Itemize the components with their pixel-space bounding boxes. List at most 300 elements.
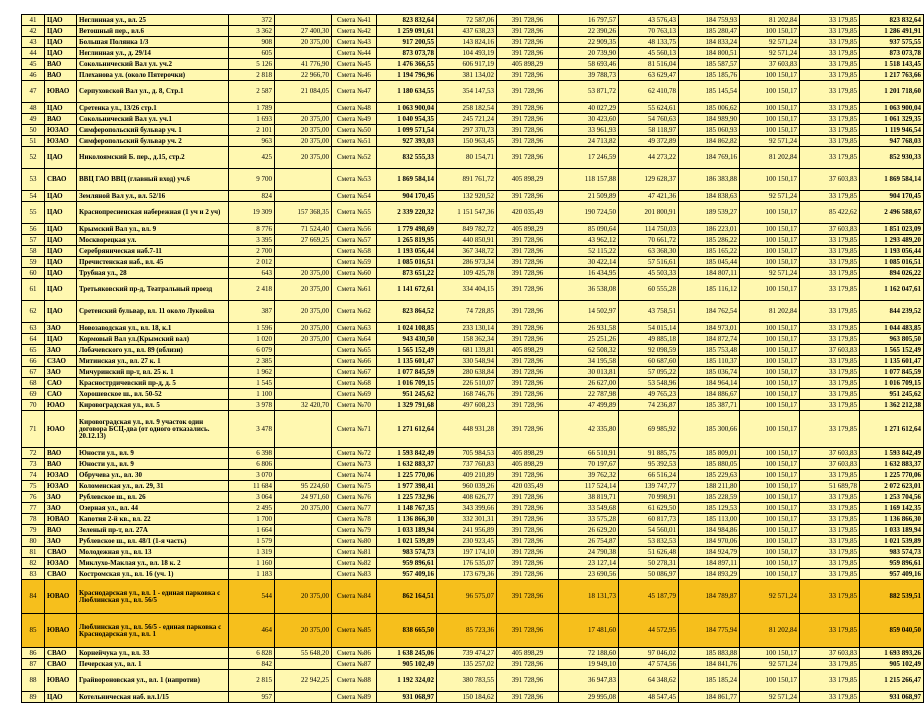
estimate-total-cell: 2 339 220,32 xyxy=(377,202,437,224)
extra-sum-cell xyxy=(275,246,332,257)
cost-b-cell: 391 728,96 xyxy=(497,334,559,345)
cost-a-cell: 334 404,15 xyxy=(437,279,497,301)
area-cell: 2 385 xyxy=(229,356,275,367)
cost-b-cell: 391 728,96 xyxy=(497,114,559,125)
grand-total-cell: 1 593 842,49 xyxy=(860,448,924,459)
grand-total-cell: 1 225 770,06 xyxy=(860,470,924,481)
cost-d-cell: 70 763,13 xyxy=(619,26,679,37)
table-row xyxy=(22,692,924,703)
estimate-total-cell: 1 225 732,96 xyxy=(377,492,437,503)
cost-c-cell: 18 131,73 xyxy=(559,580,619,614)
row-number-cell: 47 xyxy=(22,81,45,103)
cost-b-cell: 391 728,96 xyxy=(497,279,559,301)
cost-d-cell: 58 118,97 xyxy=(619,125,679,136)
table-row xyxy=(22,235,924,246)
cost-b-cell: 391 728,96 xyxy=(497,37,559,48)
cost-c-cell: 26 754,87 xyxy=(559,536,619,547)
cost-g-cell: 37 603,83 xyxy=(800,224,860,235)
cost-d-cell: 70 661,72 xyxy=(619,235,679,246)
row-number-cell: 64 xyxy=(22,334,45,345)
area-cell: 372 xyxy=(229,15,275,26)
cost-g-cell: 33 179,85 xyxy=(800,569,860,580)
address-cell: Трубная ул., 28 xyxy=(77,268,229,279)
estimate-total-cell: 1 977 398,41 xyxy=(377,481,437,492)
row-number-cell: 59 xyxy=(22,257,45,268)
cost-f-cell: 81 202,84 xyxy=(740,147,800,169)
address-cell: Митинская ул., вл. 27 к. 1 xyxy=(77,356,229,367)
extra-sum-cell: 157 368,35 xyxy=(275,202,332,224)
cost-d-cell: 53 832,53 xyxy=(619,536,679,547)
cost-a-cell: 367 348,72 xyxy=(437,246,497,257)
table-body xyxy=(22,15,924,703)
cost-a-cell: 354 147,53 xyxy=(437,81,497,103)
district-cell: ВАО xyxy=(45,114,77,125)
cost-f-cell: 100 150,17 xyxy=(740,334,800,345)
district-cell: СВАО xyxy=(45,547,77,558)
table-row xyxy=(22,481,924,492)
table-row xyxy=(22,514,924,525)
district-cell: ЦАО xyxy=(45,15,77,26)
cost-e-cell: 186 223,01 xyxy=(679,224,740,235)
cost-d-cell: 51 626,48 xyxy=(619,547,679,558)
cost-a-cell: 681 139,81 xyxy=(437,345,497,356)
estimate-total-cell: 832 555,33 xyxy=(377,147,437,169)
cost-c-cell: 26 627,00 xyxy=(559,378,619,389)
cost-a-cell: 606 917,19 xyxy=(437,59,497,70)
district-cell: СВАО xyxy=(45,169,77,191)
area-cell: 1 962 xyxy=(229,367,275,378)
cost-d-cell: 201 800,91 xyxy=(619,202,679,224)
cost-a-cell: 176 535,07 xyxy=(437,558,497,569)
estimate-ref-cell: Смета №41 xyxy=(332,15,377,26)
cost-a-cell: 408 626,77 xyxy=(437,492,497,503)
estimate-total-cell: 904 170,45 xyxy=(377,191,437,202)
address-cell: Костромская ул., вл. 16 (уч. 1) xyxy=(77,569,229,580)
cost-f-cell: 100 150,17 xyxy=(740,569,800,580)
estimate-ref-cell: Смета №58 xyxy=(332,246,377,257)
cost-b-cell: 391 728,96 xyxy=(497,301,559,323)
cost-a-cell: 891 761,72 xyxy=(437,169,497,191)
cost-g-cell: 33 179,85 xyxy=(800,400,860,411)
grand-total-cell: 1 119 946,54 xyxy=(860,125,924,136)
estimate-ref-cell: Смета №50 xyxy=(332,125,377,136)
cost-g-cell: 37 603,83 xyxy=(800,345,860,356)
address-cell: Плеханова ул. (около Пятерочки) xyxy=(77,70,229,81)
estimate-ref-cell: Смета №59 xyxy=(332,257,377,268)
cost-f-cell: 100 150,17 xyxy=(740,525,800,536)
cost-b-cell: 391 728,96 xyxy=(497,558,559,569)
extra-sum-cell: 22 942,25 xyxy=(275,670,332,692)
address-cell: Печерская ул., вл. 1 xyxy=(77,659,229,670)
estimate-total-cell: 1 033 189,94 xyxy=(377,525,437,536)
grand-total-cell: 1 085 016,51 xyxy=(860,257,924,268)
cost-b-cell: 391 728,96 xyxy=(497,569,559,580)
estimate-ref-cell: Смета №56 xyxy=(332,224,377,235)
estimate-total-cell: 1 632 883,37 xyxy=(377,459,437,470)
cost-a-cell: 705 984,53 xyxy=(437,448,497,459)
table-row xyxy=(22,103,924,114)
cost-b-cell: 391 728,96 xyxy=(497,125,559,136)
cost-b-cell: 405 898,29 xyxy=(497,224,559,235)
cost-e-cell: 186 383,88 xyxy=(679,169,740,191)
extra-sum-cell xyxy=(275,257,332,268)
area-cell: 1 183 xyxy=(229,569,275,580)
estimate-total-cell: 1 265 819,95 xyxy=(377,235,437,246)
grand-total-cell: 2 496 588,67 xyxy=(860,202,924,224)
cost-a-cell: 960 039,26 xyxy=(437,481,497,492)
table-row xyxy=(22,257,924,268)
cost-d-cell: 95 392,53 xyxy=(619,459,679,470)
extra-sum-cell: 20 375,00 xyxy=(275,37,332,48)
cost-g-cell: 33 179,85 xyxy=(800,59,860,70)
row-number-cell: 89 xyxy=(22,692,45,703)
cost-b-cell: 405 898,29 xyxy=(497,169,559,191)
extra-sum-cell: 20 375,00 xyxy=(275,147,332,169)
cost-c-cell: 23 690,56 xyxy=(559,569,619,580)
cost-c-cell: 36 947,83 xyxy=(559,670,619,692)
cost-d-cell: 61 629,50 xyxy=(619,503,679,514)
extra-sum-cell: 20 375,00 xyxy=(275,114,332,125)
district-cell: СВАО xyxy=(45,648,77,659)
cost-f-cell: 100 150,17 xyxy=(740,246,800,257)
estimate-total-cell: 1 180 634,55 xyxy=(377,81,437,103)
grand-total-cell: 1 217 763,66 xyxy=(860,70,924,81)
row-number-cell: 70 xyxy=(22,400,45,411)
estimate-total-cell: 873 651,22 xyxy=(377,268,437,279)
grand-total-cell: 1 063 900,04 xyxy=(860,103,924,114)
estimate-total-cell: 1 193 056,44 xyxy=(377,246,437,257)
cost-c-cell: 22 390,26 xyxy=(559,26,619,37)
cost-g-cell: 33 179,85 xyxy=(800,378,860,389)
grand-total-cell: 931 068,97 xyxy=(860,692,924,703)
estimate-ref-cell: Смета №52 xyxy=(332,147,377,169)
cost-c-cell: 16 434,95 xyxy=(559,268,619,279)
cost-a-cell: 286 973,34 xyxy=(437,257,497,268)
cost-d-cell: 50 086,97 xyxy=(619,569,679,580)
table-row xyxy=(22,26,924,37)
row-number-cell: 71 xyxy=(22,411,45,448)
row-number-cell: 68 xyxy=(22,378,45,389)
row-number-cell: 77 xyxy=(22,503,45,514)
cost-g-cell: 33 179,85 xyxy=(800,235,860,246)
district-cell: ЮЗАО xyxy=(45,558,77,569)
estimate-total-cell: 1 869 584,14 xyxy=(377,169,437,191)
grand-total-cell: 852 930,33 xyxy=(860,147,924,169)
extra-sum-cell xyxy=(275,536,332,547)
district-cell: ЮВАО xyxy=(45,580,77,614)
area-cell: 6 828 xyxy=(229,648,275,659)
grand-total-cell: 859 040,50 xyxy=(860,614,924,648)
cost-b-cell: 391 728,96 xyxy=(497,81,559,103)
cost-a-cell: 381 134,02 xyxy=(437,70,497,81)
area-cell: 2 700 xyxy=(229,246,275,257)
estimate-total-cell: 1 021 539,89 xyxy=(377,536,437,547)
cost-b-cell: 391 728,96 xyxy=(497,246,559,257)
row-number-cell: 79 xyxy=(22,525,45,536)
extra-sum-cell xyxy=(275,169,332,191)
district-cell: ЦАО xyxy=(45,334,77,345)
estimate-ref-cell: Смета №47 xyxy=(332,81,377,103)
extra-sum-cell xyxy=(275,356,332,367)
extra-sum-cell xyxy=(275,459,332,470)
cost-b-cell: 391 728,96 xyxy=(497,614,559,648)
cost-g-cell: 33 179,85 xyxy=(800,670,860,692)
district-cell: ЦАО xyxy=(45,301,77,323)
cost-g-cell: 33 179,85 xyxy=(800,514,860,525)
table-row xyxy=(22,147,924,169)
estimate-total-cell: 1 099 571,54 xyxy=(377,125,437,136)
table-row xyxy=(22,378,924,389)
row-number-cell: 42 xyxy=(22,26,45,37)
row-number-cell: 53 xyxy=(22,169,45,191)
address-cell: Сокольнический Вал ул. уч.2 xyxy=(77,59,229,70)
cost-f-cell: 100 150,17 xyxy=(740,558,800,569)
extra-sum-cell: 95 224,60 xyxy=(275,481,332,492)
cost-g-cell: 33 179,85 xyxy=(800,470,860,481)
grand-total-cell: 1 286 491,91 xyxy=(860,26,924,37)
estimate-ref-cell: Смета №63 xyxy=(332,323,377,334)
estimate-total-cell: 951 245,62 xyxy=(377,389,437,400)
row-number-cell: 50 xyxy=(22,125,45,136)
row-number-cell: 66 xyxy=(22,356,45,367)
cost-b-cell: 391 728,96 xyxy=(497,547,559,558)
grand-total-cell: 904 170,45 xyxy=(860,191,924,202)
grand-total-cell: 1 693 893,26 xyxy=(860,648,924,659)
extra-sum-cell xyxy=(275,411,332,448)
estimate-ref-cell: Смета №82 xyxy=(332,558,377,569)
cost-d-cell: 54 015,14 xyxy=(619,323,679,334)
district-cell: ЮЗАО xyxy=(45,136,77,147)
cost-c-cell: 33 961,93 xyxy=(559,125,619,136)
estimate-ref-cell: Смета №60 xyxy=(332,268,377,279)
cost-c-cell: 34 195,58 xyxy=(559,356,619,367)
estimate-ref-cell: Смета №86 xyxy=(332,648,377,659)
district-cell: ЦАО xyxy=(45,48,77,59)
district-cell: ЦАО xyxy=(45,37,77,48)
cost-d-cell: 45 187,79 xyxy=(619,580,679,614)
cost-f-cell: 92 571,24 xyxy=(740,268,800,279)
table-row xyxy=(22,279,924,301)
table-row xyxy=(22,470,924,481)
estimate-total-cell: 927 393,03 xyxy=(377,136,437,147)
cost-a-cell: 168 746,76 xyxy=(437,389,497,400)
district-cell: ЦАО xyxy=(45,257,77,268)
cost-d-cell: 81 516,04 xyxy=(619,59,679,70)
cost-f-cell: 100 150,17 xyxy=(740,470,800,481)
cost-d-cell: 44 572,95 xyxy=(619,614,679,648)
estimate-ref-cell: Смета №71 xyxy=(332,411,377,448)
area-cell: 3 362 xyxy=(229,26,275,37)
estimate-sheet xyxy=(21,14,921,703)
row-number-cell: 56 xyxy=(22,224,45,235)
grand-total-cell: 873 073,78 xyxy=(860,48,924,59)
estimate-ref-cell: Смета №68 xyxy=(332,378,377,389)
cost-b-cell: 391 728,96 xyxy=(497,48,559,59)
extra-sum-cell xyxy=(275,191,332,202)
area-cell: 1 545 xyxy=(229,378,275,389)
table-row xyxy=(22,345,924,356)
row-number-cell: 86 xyxy=(22,648,45,659)
district-cell: ЮВАО xyxy=(45,614,77,648)
row-number-cell: 62 xyxy=(22,301,45,323)
extra-sum-cell: 20 375,00 xyxy=(275,580,332,614)
table-row xyxy=(22,125,924,136)
area-cell: 643 xyxy=(229,268,275,279)
cost-b-cell: 391 728,96 xyxy=(497,670,559,692)
estimate-ref-cell: Смета №61 xyxy=(332,279,377,301)
area-cell: 3 070 xyxy=(229,470,275,481)
grand-total-cell: 1 136 866,30 xyxy=(860,514,924,525)
row-number-cell: 61 xyxy=(22,279,45,301)
extra-sum-cell xyxy=(275,692,332,703)
district-cell: САО xyxy=(45,389,77,400)
estimate-ref-cell: Смета №85 xyxy=(332,614,377,648)
grand-total-cell: 1 021 539,89 xyxy=(860,536,924,547)
row-number-cell: 81 xyxy=(22,547,45,558)
estimate-ref-cell: Смета №44 xyxy=(332,48,377,59)
cost-c-cell: 29 995,08 xyxy=(559,692,619,703)
grand-total-cell: 844 239,52 xyxy=(860,301,924,323)
cost-c-cell: 66 510,91 xyxy=(559,448,619,459)
address-cell: Новозаводская ул., вл. 18, к.1 xyxy=(77,323,229,334)
cost-g-cell: 33 179,85 xyxy=(800,301,860,323)
cost-e-cell: 185 006,62 xyxy=(679,103,740,114)
cost-e-cell: 185 113,00 xyxy=(679,514,740,525)
estimate-ref-cell: Смета №72 xyxy=(332,448,377,459)
cost-b-cell: 391 728,96 xyxy=(497,147,559,169)
cost-g-cell: 33 179,85 xyxy=(800,257,860,268)
row-number-cell: 85 xyxy=(22,614,45,648)
cost-f-cell: 100 150,17 xyxy=(740,224,800,235)
estimate-total-cell: 873 073,78 xyxy=(377,48,437,59)
cost-g-cell: 33 179,85 xyxy=(800,37,860,48)
cost-c-cell: 30 013,81 xyxy=(559,367,619,378)
cost-d-cell: 60 687,60 xyxy=(619,356,679,367)
area-cell: 963 xyxy=(229,136,275,147)
cost-a-cell: 85 723,36 xyxy=(437,614,497,648)
extra-sum-cell xyxy=(275,15,332,26)
cost-f-cell: 100 150,17 xyxy=(740,547,800,558)
cost-f-cell: 100 150,17 xyxy=(740,411,800,448)
area-cell: 3 064 xyxy=(229,492,275,503)
cost-e-cell: 185 129,53 xyxy=(679,503,740,514)
area-cell: 824 xyxy=(229,191,275,202)
cost-e-cell: 184 841,76 xyxy=(679,659,740,670)
cost-f-cell: 100 150,17 xyxy=(740,389,800,400)
table-row xyxy=(22,202,924,224)
cost-d-cell: 92 098,59 xyxy=(619,345,679,356)
cost-f-cell: 92 571,24 xyxy=(740,659,800,670)
cost-e-cell: 185 387,71 xyxy=(679,400,740,411)
district-cell: ЮВАО xyxy=(45,514,77,525)
row-number-cell: 69 xyxy=(22,389,45,400)
cost-c-cell: 39 788,73 xyxy=(559,70,619,81)
cost-f-cell: 92 571,24 xyxy=(740,48,800,59)
cost-c-cell: 22 909,35 xyxy=(559,37,619,48)
cost-c-cell: 23 127,14 xyxy=(559,558,619,569)
row-number-cell: 44 xyxy=(22,48,45,59)
grand-total-cell: 1 518 143,45 xyxy=(860,59,924,70)
table-row xyxy=(22,503,924,514)
row-number-cell: 65 xyxy=(22,345,45,356)
cost-e-cell: 185 145,54 xyxy=(679,81,740,103)
area-cell: 464 xyxy=(229,614,275,648)
extra-sum-cell xyxy=(275,367,332,378)
extra-sum-cell: 20 375,00 xyxy=(275,279,332,301)
cost-a-cell: 109 425,78 xyxy=(437,268,497,279)
cost-a-cell: 233 130,14 xyxy=(437,323,497,334)
cost-d-cell: 57 516,61 xyxy=(619,257,679,268)
cost-g-cell: 37 603,83 xyxy=(800,448,860,459)
area-cell: 3 478 xyxy=(229,411,275,448)
cost-d-cell: 114 750,03 xyxy=(619,224,679,235)
cost-d-cell: 45 560,13 xyxy=(619,48,679,59)
district-cell: ВАО xyxy=(45,459,77,470)
cost-e-cell: 184 893,29 xyxy=(679,569,740,580)
estimate-total-cell: 1 135 601,47 xyxy=(377,356,437,367)
extra-sum-cell xyxy=(275,345,332,356)
grand-total-cell: 1 061 329,35 xyxy=(860,114,924,125)
row-number-cell: 51 xyxy=(22,136,45,147)
cost-c-cell: 24 790,38 xyxy=(559,547,619,558)
cost-f-cell: 100 150,17 xyxy=(740,459,800,470)
grand-total-cell: 1 169 142,35 xyxy=(860,503,924,514)
cost-c-cell: 30 422,14 xyxy=(559,257,619,268)
address-cell: Лобачевского ул., вл. 89 (вблизи) xyxy=(77,345,229,356)
cost-d-cell: 129 628,37 xyxy=(619,169,679,191)
cost-f-cell: 100 150,17 xyxy=(740,114,800,125)
cost-e-cell: 184 833,24 xyxy=(679,37,740,48)
extra-sum-cell xyxy=(275,558,332,569)
extra-sum-cell: 71 524,40 xyxy=(275,224,332,235)
cost-b-cell: 405 898,29 xyxy=(497,459,559,470)
cost-e-cell: 185 753,48 xyxy=(679,345,740,356)
estimate-total-cell: 1 271 612,64 xyxy=(377,411,437,448)
cost-a-cell: 150 963,45 xyxy=(437,136,497,147)
district-cell: ЗАО xyxy=(45,323,77,334)
cost-e-cell: 189 539,27 xyxy=(679,202,740,224)
grand-total-cell: 1 869 584,14 xyxy=(860,169,924,191)
address-cell: Озерная ул., вл. 44 xyxy=(77,503,229,514)
row-number-cell: 58 xyxy=(22,246,45,257)
estimate-ref-cell: Смета №83 xyxy=(332,569,377,580)
cost-g-cell: 33 179,85 xyxy=(800,503,860,514)
cost-g-cell: 33 179,85 xyxy=(800,367,860,378)
cost-a-cell: 173 679,36 xyxy=(437,569,497,580)
extra-sum-cell xyxy=(275,378,332,389)
row-number-cell: 73 xyxy=(22,459,45,470)
cost-g-cell: 33 179,85 xyxy=(800,191,860,202)
area-cell: 957 xyxy=(229,692,275,703)
cost-c-cell: 33 575,28 xyxy=(559,514,619,525)
district-cell: ЮАО xyxy=(45,411,77,448)
cost-a-cell: 197 174,10 xyxy=(437,547,497,558)
table-row xyxy=(22,48,924,59)
cost-b-cell: 391 728,96 xyxy=(497,580,559,614)
cost-g-cell: 33 179,85 xyxy=(800,525,860,536)
table-row xyxy=(22,81,924,103)
table-row xyxy=(22,670,924,692)
cost-c-cell: 17 481,60 xyxy=(559,614,619,648)
grand-total-cell: 937 575,55 xyxy=(860,37,924,48)
estimate-total-cell: 1 593 842,49 xyxy=(377,448,437,459)
row-number-cell: 78 xyxy=(22,514,45,525)
cost-c-cell: 24 713,82 xyxy=(559,136,619,147)
cost-a-cell: 330 548,94 xyxy=(437,356,497,367)
cost-a-cell: 737 760,83 xyxy=(437,459,497,470)
cost-a-cell: 739 474,27 xyxy=(437,648,497,659)
area-cell: 1 160 xyxy=(229,558,275,569)
